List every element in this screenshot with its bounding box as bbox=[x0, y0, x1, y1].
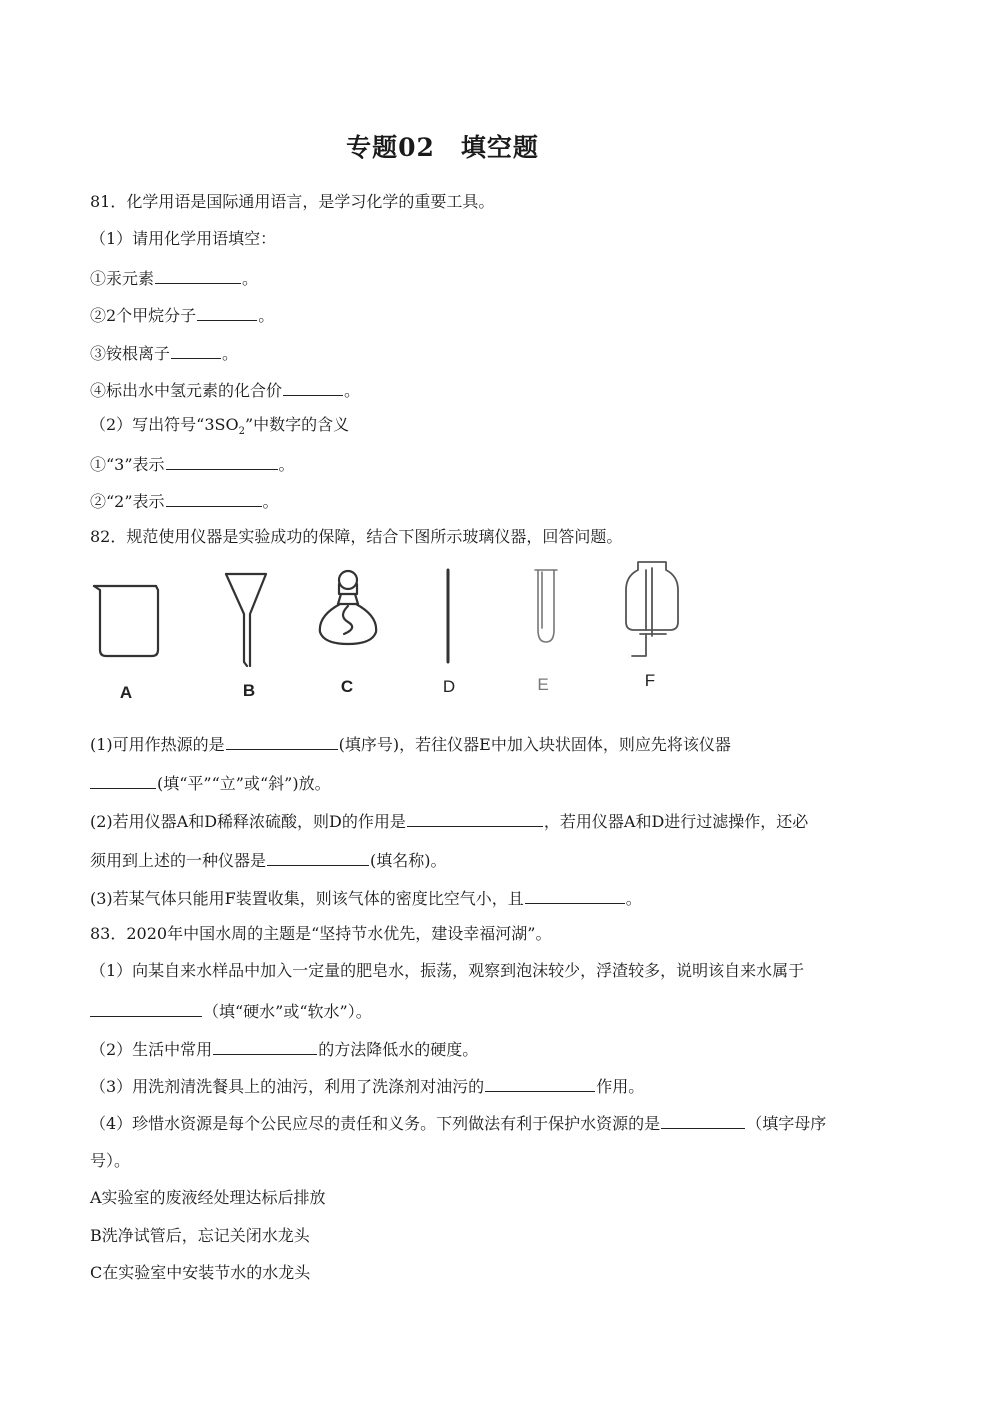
answer-blank[interactable] bbox=[661, 1112, 745, 1129]
q83-part1-cont bbox=[90, 1000, 372, 1022]
alcohol-lamp-icon bbox=[320, 571, 376, 644]
answer-blank[interactable] bbox=[485, 1075, 595, 1092]
q82-s1c: (填“平”“立”或“斜”)放。 bbox=[157, 774, 331, 793]
beaker-icon bbox=[94, 586, 158, 656]
q81-item4-text: ④标出水中氢元素的化合价 bbox=[90, 381, 283, 400]
figure-label-c: C bbox=[340, 677, 354, 696]
q83-option-b: B洗净试管后，忘记关闭水龙头 bbox=[90, 1226, 310, 1245]
q83-s3b: 作用。 bbox=[596, 1077, 645, 1096]
answer-blank[interactable] bbox=[90, 1000, 202, 1017]
q82-s2b: ，若用仪器A和D进行过滤操作，还必 bbox=[543, 812, 809, 831]
q81-item1 bbox=[90, 267, 258, 289]
q83-part4-cont: 号）。 bbox=[90, 1151, 131, 1170]
period: 。 bbox=[222, 344, 239, 363]
q82-s1a: (1)可用作热源的是 bbox=[90, 735, 225, 754]
q81-item2-text: ②2个甲烷分子 bbox=[90, 306, 197, 325]
q81-item6 bbox=[90, 490, 279, 512]
q83-s2b: 的方法降低水的硬度。 bbox=[318, 1040, 479, 1059]
q81-item5-text: ①“3”表示 bbox=[90, 455, 165, 474]
answer-blank[interactable] bbox=[407, 810, 543, 827]
q83-option-c: C在实验室中安装节水的水龙头 bbox=[90, 1263, 311, 1282]
q83-part4 bbox=[90, 1112, 826, 1134]
q81-item6-text: ②“2”表示 bbox=[90, 492, 165, 511]
q83-part1: （1）向某自来水样品中加入一定量的肥皂水，振荡，观察到泡沫较少，浮渣较多，说明该自来水属于 bbox=[90, 961, 805, 980]
q81-item5 bbox=[90, 453, 295, 475]
gas-bottle-icon bbox=[626, 562, 678, 656]
q82-s2d: (填名称)。 bbox=[370, 851, 447, 870]
q82-sentence2-cont bbox=[90, 849, 447, 871]
answer-blank[interactable] bbox=[226, 733, 338, 750]
glassware-svg bbox=[86, 558, 686, 708]
figure-label-a: A bbox=[119, 683, 133, 702]
q81-stem: 81．化学用语是国际通用语言，是学习化学的重要工具。 bbox=[90, 192, 495, 211]
answer-blank[interactable] bbox=[213, 1038, 317, 1055]
q83-option-a: A实验室的废液经处理达标后排放 bbox=[90, 1188, 326, 1207]
answer-blank[interactable] bbox=[171, 342, 221, 359]
answer-blank[interactable] bbox=[283, 379, 343, 396]
period: 。 bbox=[262, 492, 279, 511]
figure-label-e: E bbox=[537, 675, 549, 694]
period: 。 bbox=[344, 381, 361, 400]
q81-part2-pre: （2）写出符号“3SO bbox=[90, 415, 239, 434]
subscript: 2 bbox=[238, 426, 245, 438]
q82-s2c: 须用到上述的一种仪器是 bbox=[90, 851, 267, 870]
answer-blank[interactable] bbox=[267, 849, 369, 866]
q81-part1: （1）请用化学用语填空： bbox=[90, 229, 277, 248]
q83-s2a: （2）生活中常用 bbox=[90, 1040, 213, 1059]
q82-sentence3 bbox=[90, 887, 642, 909]
q81-item3-text: ③铵根离子 bbox=[90, 344, 171, 363]
q81-item3 bbox=[90, 342, 238, 364]
period: 。 bbox=[258, 306, 275, 325]
answer-blank[interactable] bbox=[155, 267, 241, 284]
q82-s2a: (2)若用仪器A和D稀释浓硫酸，则D的作用是 bbox=[90, 812, 406, 831]
period: 。 bbox=[278, 455, 295, 474]
q83-s4b: （填字母序 bbox=[746, 1114, 827, 1133]
q81-item2 bbox=[90, 304, 274, 326]
answer-blank[interactable] bbox=[525, 887, 625, 904]
figure-label-f: F bbox=[644, 671, 656, 690]
test-tube-icon bbox=[535, 570, 557, 642]
q83-part3 bbox=[90, 1075, 644, 1097]
period: 。 bbox=[242, 269, 259, 288]
q83-s4a: （4）珍惜水资源是每个公民应尽的责任和义务。下列做法有利于保护水资源的是 bbox=[90, 1114, 661, 1133]
page-title: 专题02 填空题 bbox=[346, 133, 539, 162]
period: 。 bbox=[625, 889, 642, 908]
q81-part2 bbox=[90, 415, 349, 442]
q82-sentence2 bbox=[90, 810, 808, 832]
q83-stem: 83．2020年中国水周的主题是“坚持节水优先，建设幸福河湖”。 bbox=[90, 924, 552, 943]
q83-part2 bbox=[90, 1038, 478, 1060]
q82-s3a: (3)若某气体只能用F装置收集，则该气体的密度比空气小，且 bbox=[90, 889, 524, 908]
q82-stem: 82．规范使用仪器是实验成功的保障，结合下图所示玻璃仪器，回答问题。 bbox=[90, 527, 623, 546]
answer-blank[interactable] bbox=[166, 453, 278, 470]
glassware-figure bbox=[86, 558, 686, 708]
q83-s3a: （3）用洗剂清洗餐具上的油污，利用了洗涤剂对油污的 bbox=[90, 1077, 485, 1096]
q81-item4 bbox=[90, 379, 360, 401]
q82-sentence1 bbox=[90, 733, 731, 755]
q81-part2-post: ”中数字的含义 bbox=[245, 415, 350, 434]
q82-s1b: (填序号)，若往仪器E中加入块状固体，则应先将该仪器 bbox=[338, 735, 731, 754]
funnel-icon bbox=[226, 574, 266, 666]
figure-label-d: D bbox=[442, 677, 456, 696]
answer-blank[interactable] bbox=[166, 490, 262, 507]
q81-item1-text: ①汞元素 bbox=[90, 269, 155, 288]
q82-sentence1-cont bbox=[90, 772, 331, 794]
answer-blank[interactable] bbox=[197, 304, 257, 321]
answer-blank[interactable] bbox=[90, 772, 156, 789]
figure-label-b: B bbox=[242, 681, 256, 700]
q83-s1b: （填“硬水”或“软水”）。 bbox=[203, 1002, 372, 1021]
